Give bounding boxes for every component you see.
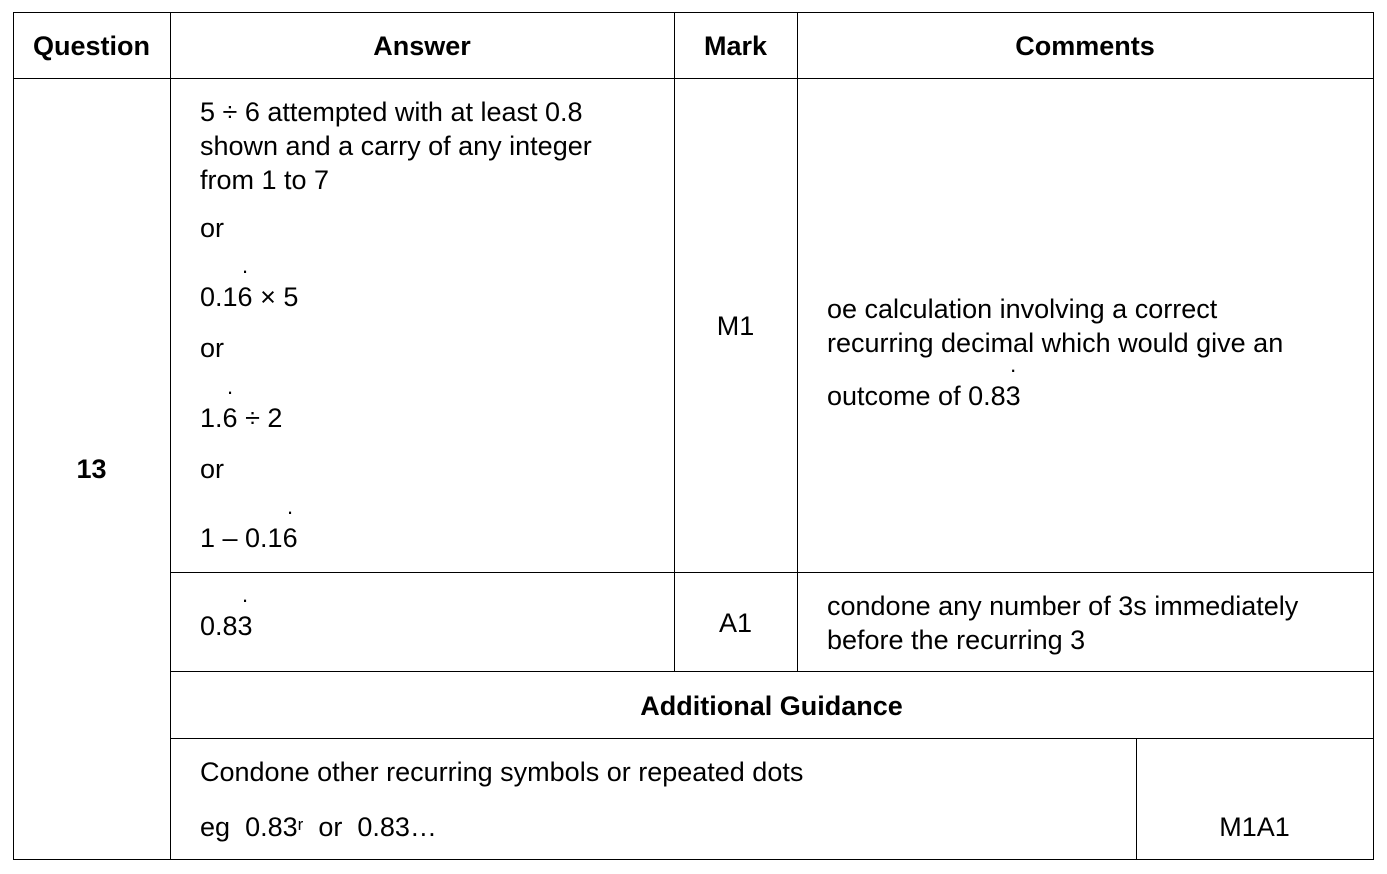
example-1: 0.83 bbox=[245, 812, 298, 842]
table-right-border bbox=[1373, 12, 1374, 860]
row2-comment-line-2: before the recurring 3 bbox=[827, 625, 1086, 655]
or-label: or bbox=[200, 213, 225, 243]
recurring-digit: · 3 bbox=[1006, 379, 1021, 413]
recurring-digit: · 6 bbox=[238, 280, 253, 314]
guidance-title: Additional Guidance bbox=[640, 691, 903, 721]
or-label: or bbox=[200, 454, 225, 484]
header-bottom-border bbox=[13, 78, 1374, 79]
outcome-prefix: outcome of 0.8 bbox=[827, 381, 1006, 411]
row2-answer-prefix: 0.8 bbox=[200, 611, 238, 641]
or-label: or bbox=[318, 812, 343, 842]
guidance-title-bottom-border bbox=[170, 738, 1374, 739]
row2-comment-line-1: condone any number of 3s immediately bbox=[827, 591, 1299, 621]
row1-bottom-border bbox=[170, 572, 1374, 573]
row1-comment-line-2: recurring decimal which would give an bbox=[827, 328, 1284, 358]
eg-label: eg bbox=[200, 812, 231, 842]
guidance-example bbox=[200, 810, 437, 848]
row2-answer bbox=[200, 609, 253, 643]
alt1-prefix: 0.1 bbox=[200, 282, 238, 312]
answer-line-3: from 1 to 7 bbox=[200, 165, 330, 195]
recurring-digit: · 6 bbox=[283, 521, 298, 555]
alt2-suffix: ÷ 2 bbox=[237, 403, 283, 433]
row1-comment-line-1: oe calculation involving a correct bbox=[827, 294, 1218, 324]
table-top-border bbox=[13, 12, 1374, 13]
question-column-divider bbox=[170, 12, 171, 860]
alternative-method-3 bbox=[200, 521, 298, 555]
mark-column-divider bbox=[797, 12, 798, 672]
alternative-method-1 bbox=[200, 280, 298, 314]
example-2: 0.83… bbox=[357, 812, 437, 842]
recurring-digit: · 3 bbox=[238, 609, 253, 643]
header-answer: Answer bbox=[373, 31, 471, 61]
answer-line-2: shown and a carry of any integer bbox=[200, 131, 592, 161]
row2-bottom-border bbox=[170, 671, 1374, 672]
alternative-method-2 bbox=[200, 401, 282, 435]
guidance-mark: M1A1 bbox=[1219, 812, 1290, 842]
table-bottom-border bbox=[13, 859, 1374, 860]
example-1-sup: r bbox=[297, 815, 304, 834]
header-comments: Comments bbox=[1015, 31, 1155, 61]
question-number: 13 bbox=[76, 454, 107, 484]
alt1-suffix: × 5 bbox=[252, 282, 299, 312]
alt2-prefix: 1. bbox=[200, 403, 223, 433]
header-question: Question bbox=[32, 31, 150, 61]
guidance-line-1: Condone other recurring symbols or repeated dots bbox=[200, 757, 804, 787]
or-label: or bbox=[200, 333, 225, 363]
table-left-border bbox=[13, 12, 14, 860]
row1-comment-outcome bbox=[827, 379, 1021, 413]
recurring-digit: · 6 bbox=[223, 401, 238, 435]
answer-line-1: 5 ÷ 6 attempted with at least 0.8 bbox=[200, 97, 583, 127]
row2-mark: A1 bbox=[718, 608, 753, 638]
alt3-prefix: 1 – 0.1 bbox=[200, 523, 283, 553]
row1-mark: M1 bbox=[716, 311, 755, 341]
header-mark: Mark bbox=[703, 31, 768, 61]
